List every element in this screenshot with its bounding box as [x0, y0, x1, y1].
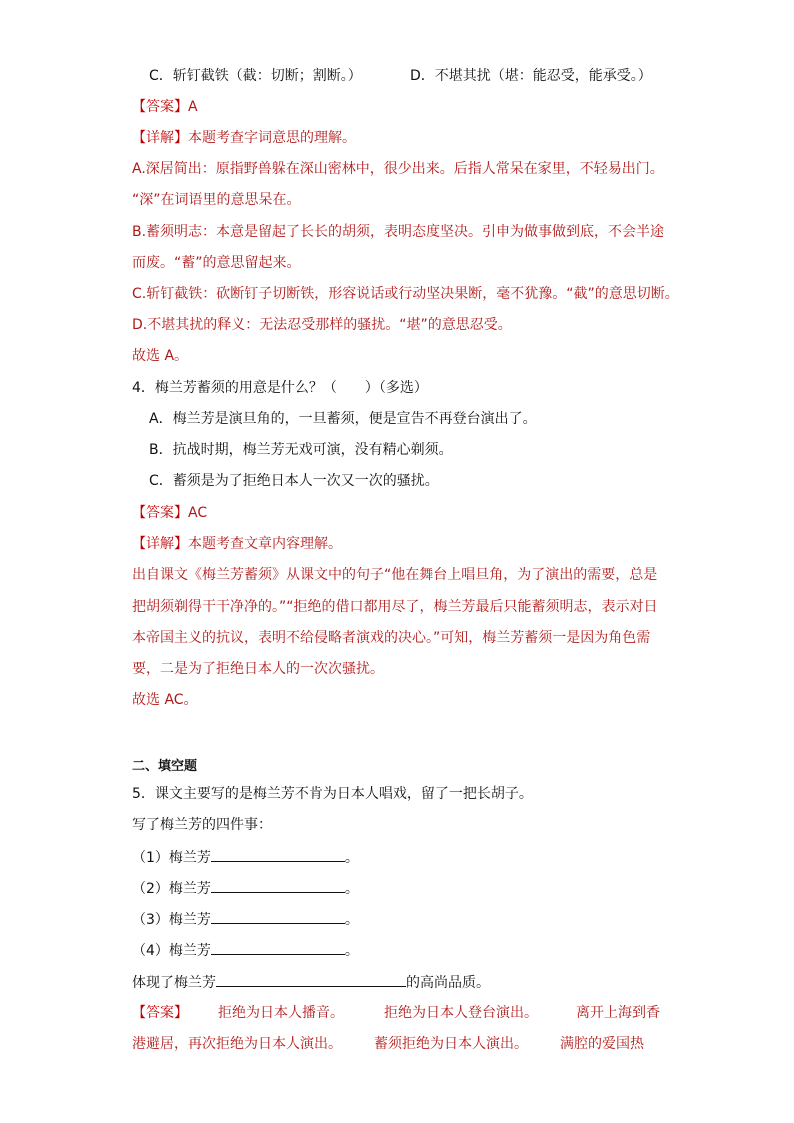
q4-detail-line: 把胡须剃得干干净净的。”“拒绝的借口都用尽了，梅兰芳最后只能蓄须明志，表示对日	[132, 599, 658, 615]
q5-quality	[132, 972, 490, 993]
q3-detail-line: D.不堪其扰的释义：无法忍受那样的骚扰。“堪”的意思忍受。	[132, 317, 512, 333]
q5-item-label: （3）梅兰芳	[132, 912, 211, 928]
q3-conclusion: 故选 A。	[132, 348, 189, 364]
answer-label: 【答案】	[132, 505, 188, 521]
answer-part: 拒绝为日本人登台演出。	[384, 1005, 538, 1021]
q3-option-c: C．斩钉截铁（截：切断；割断。）	[149, 68, 362, 84]
q3-detail-line: 而废。“蓄”的意思留起来。	[132, 255, 301, 271]
q4-option-b: B．抗战时期，梅兰芳无戏可演，没有精心剃须。	[149, 442, 453, 458]
fill-blank[interactable]	[211, 909, 345, 924]
q5-item-label: （4）梅兰芳	[132, 943, 211, 959]
q5-answer	[132, 1003, 660, 1023]
detail-intro: 本题考查字词意思的理解。	[188, 130, 356, 146]
answer-label: 【答案】	[132, 99, 188, 115]
detail-label: 【详解】	[132, 536, 188, 552]
q3-detail-line: A.深居简出：原指野兽躲在深山密林中，很少出来。后指人常呆在家里，不轻易出门。	[132, 161, 664, 177]
answer-part: 拒绝为日本人播音。	[218, 1005, 344, 1021]
q5-quality-pre: 体现了梅兰芳	[132, 975, 216, 991]
q5-item-end: 。	[344, 850, 359, 866]
q4-option-a: A．梅兰芳是演旦角的，一旦蓄须，便是宣告不再登台演出了。	[149, 411, 537, 427]
q3-detail-line: C.斩钉截铁：砍断钉子切断铁，形容说话或行动坚决果断，毫不犹豫。“截”的意思切断。	[132, 286, 679, 302]
q4-detail-line: 本帝国主义的抗议，表明不给侵略者演戏的决心。”可知，梅兰芳蓄须一是因为角色需	[132, 630, 651, 646]
fill-blank[interactable]	[211, 940, 345, 955]
answer-part: 蓄须拒绝为日本人演出。	[374, 1036, 528, 1052]
answer-label: 【答案】	[132, 1005, 188, 1021]
q3-answer	[132, 97, 198, 117]
q4-stem: 4．梅兰芳蓄须的用意是什么？（ ）（多选）	[132, 380, 428, 396]
q5-item-label: （1）梅兰芳	[132, 850, 211, 866]
section-title: 二、填空题	[132, 759, 198, 774]
q3-detail-heading	[132, 128, 356, 148]
q5-item-label: （2）梅兰芳	[132, 881, 211, 897]
q4-detail-line: 出自课文《梅兰芳蓄须》从课文中的句子“他在舞台上唱旦角，为了演出的需要，总是	[132, 567, 658, 583]
q3-option-d: D．不堪其扰（堪：能忍受，能承受。）	[410, 68, 652, 84]
fill-blank[interactable]	[211, 878, 345, 893]
answer-part: 离开上海到香	[576, 1005, 660, 1021]
q5-item-end: 。	[344, 912, 359, 928]
detail-intro: 本题考查文章内容理解。	[188, 536, 342, 552]
q5-quality-post: 的高尚品质。	[406, 975, 490, 991]
answer-value: AC	[188, 505, 208, 521]
q4-answer	[132, 503, 207, 523]
q5-stem: 5．课文主要写的是梅兰芳不肯为日本人唱戏，留了一把长胡子。	[132, 786, 533, 802]
fill-blank[interactable]	[216, 972, 406, 987]
answer-value: A	[188, 99, 198, 115]
q4-option-c: C．蓄须是为了拒绝日本人一次又一次的骚扰。	[149, 473, 439, 489]
q5-item	[132, 909, 359, 930]
q4-conclusion: 故选 AC。	[132, 692, 198, 708]
q5-item-end: 。	[344, 943, 359, 959]
q4-detail-heading	[132, 534, 342, 554]
q5-sub: 写了梅兰芳的四件事：	[132, 817, 272, 833]
q5-answer-cont	[132, 1034, 644, 1054]
fill-blank[interactable]	[211, 847, 345, 862]
q4-detail-line: 要，二是为了拒绝日本人的一次次骚扰。	[132, 661, 384, 677]
q3-detail-line: “深”在词语里的意思呆在。	[132, 192, 301, 208]
answer-part: 港避居，再次拒绝为日本人演出。	[132, 1036, 342, 1052]
q5-item	[132, 878, 359, 899]
answer-part: 满腔的爱国热	[560, 1036, 644, 1052]
q5-item	[132, 847, 359, 868]
q5-item-end: 。	[344, 881, 359, 897]
q5-item	[132, 940, 359, 961]
detail-label: 【详解】	[132, 130, 188, 146]
q3-detail-line: B.蓄须明志：本意是留起了长长的胡须，表明态度坚决。引申为做事做到底，不会半途	[132, 224, 665, 240]
